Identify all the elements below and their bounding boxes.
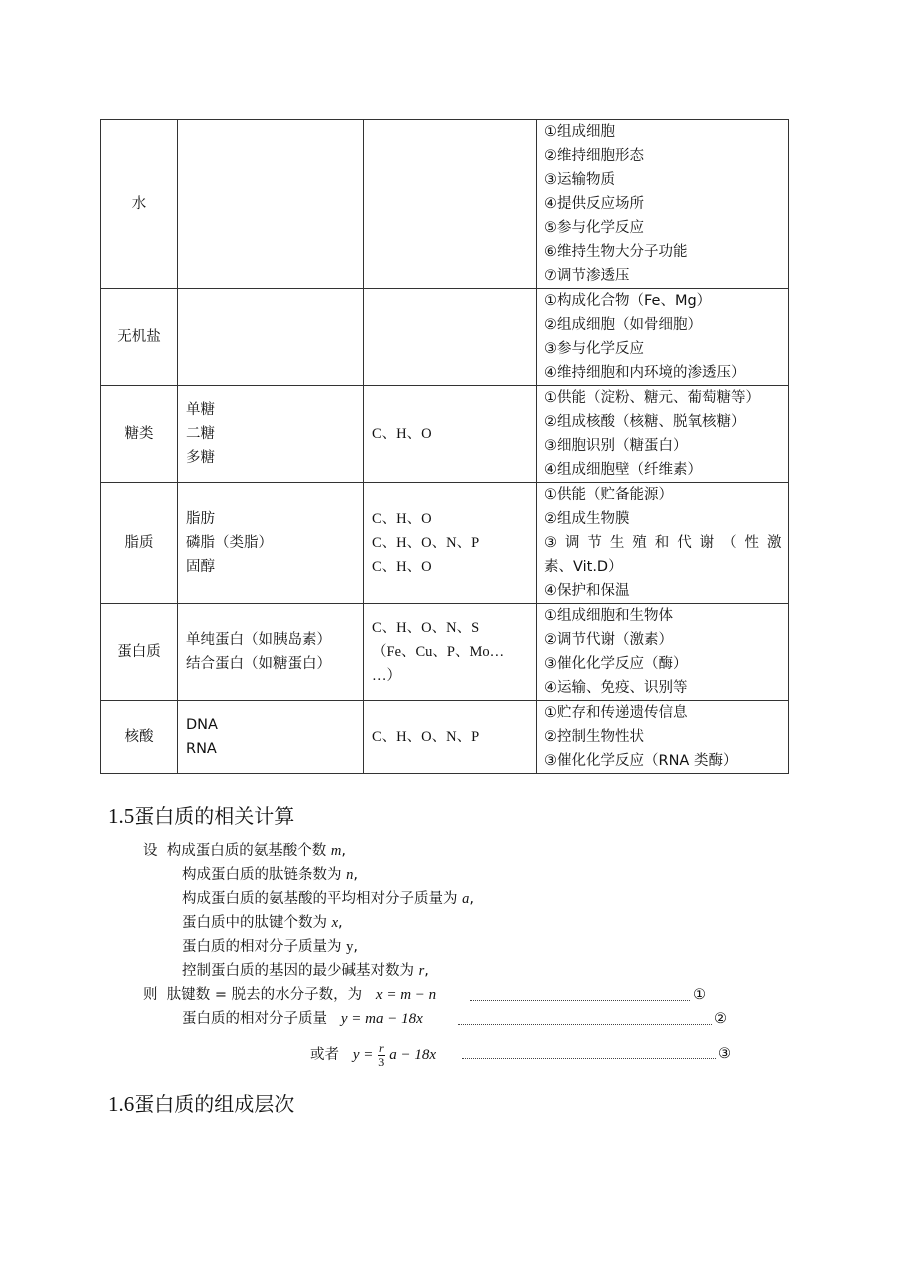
section-heading-1-6 — [108, 1088, 294, 1117]
formula-2-expression: y = ma − 18x — [340, 1011, 423, 1027]
calc-def-text: 蛋白质的相对分子质量为 — [182, 939, 342, 955]
type-cell-line: 固醇 — [186, 559, 215, 575]
section-title: 蛋白质的相关计算 — [134, 804, 295, 828]
category-cell: 无机盐 — [101, 289, 178, 386]
function-cell-line: ④运输、免疫、识别等 — [544, 680, 688, 696]
type-cell — [178, 120, 364, 289]
formula-3-rhs: a − 18x — [389, 1047, 437, 1063]
calc-def-text: 控制蛋白质的基因的最少碱基对数为 — [182, 963, 414, 979]
section-title: 蛋白质的组成层次 — [134, 1092, 295, 1116]
category-cell: 水 — [101, 120, 178, 289]
fraction-denominator: 3 — [378, 1054, 385, 1069]
formula-3-leader — [462, 1058, 716, 1059]
formula-3-number: ③ — [718, 1046, 731, 1062]
section-heading-1-5 — [108, 800, 294, 829]
section-number: 1.5 — [108, 804, 135, 828]
function-cell-line: ②控制生物性状 — [544, 729, 644, 745]
function-cell — [537, 120, 789, 289]
calc-then-label: 则 — [143, 987, 158, 1003]
type-cell-line: 结合蛋白（如糖蛋白） — [186, 656, 331, 672]
function-cell — [537, 701, 789, 774]
category-cell: 核酸 — [101, 701, 178, 774]
type-cell — [178, 701, 364, 774]
function-cell-line: ②调节代谢（激素） — [544, 632, 673, 648]
calc-def-end: , — [469, 891, 474, 907]
calc-def-text: 构成蛋白质的氨基酸个数 — [166, 843, 327, 859]
formula-2-number: ② — [714, 1011, 727, 1027]
function-cell — [537, 386, 789, 483]
function-cell-line: ①贮存和传递遗传信息 — [544, 705, 688, 721]
calc-def-end: , — [424, 963, 429, 979]
formula-1-line — [143, 983, 436, 1007]
calc-let-label: 设 — [143, 843, 158, 859]
function-cell — [537, 289, 789, 386]
element-cell — [364, 701, 537, 774]
element-cell — [364, 386, 537, 483]
function-cell-line: ⑦调节渗透压 — [544, 268, 630, 284]
element-cell-line: …） — [372, 668, 401, 684]
table-body — [101, 120, 789, 774]
element-cell-line: C、H、O、N、P — [372, 535, 480, 551]
function-cell — [537, 604, 789, 701]
function-cell-line: ②组成核酸（核糖、脱氧核糖） — [544, 414, 746, 430]
function-cell-line: ④保护和保温 — [544, 583, 630, 599]
calc-def-end: , — [338, 915, 343, 931]
element-cell-line: C、H、O — [372, 511, 432, 527]
type-cell-line: DNA — [186, 717, 218, 733]
type-cell-line: RNA — [186, 741, 217, 757]
formula-2-leader — [458, 1024, 712, 1025]
table-row — [101, 604, 789, 701]
calc-def-text: 构成蛋白质的氨基酸的平均相对分子质量为 — [182, 891, 458, 907]
calc-def-line — [182, 935, 358, 959]
biomolecule-table — [100, 119, 789, 774]
category-cell: 糖类 — [101, 386, 178, 483]
table-row — [101, 701, 789, 774]
function-cell-line: ②维持细胞形态 — [544, 148, 644, 164]
fraction-numerator: r — [378, 1040, 384, 1055]
calc-def-var: y — [346, 939, 354, 955]
function-cell-line: ④维持细胞和内环境的渗透压） — [544, 365, 746, 381]
element-cell-line: C、H、O — [372, 559, 432, 575]
element-cell-line: C、H、O、N、S — [372, 620, 480, 636]
function-cell — [537, 483, 789, 604]
element-cell-line: C、H、O — [372, 426, 432, 442]
calc-def-line — [182, 887, 474, 911]
calc-def-end: , — [353, 939, 358, 955]
type-cell-line: 多糖 — [186, 450, 215, 466]
function-cell-line: ①供能（贮备能源） — [544, 487, 673, 503]
calc-def-text: 蛋白质中的肽键个数为 — [182, 915, 327, 931]
calc-def-line — [182, 959, 429, 983]
type-cell-line: 单纯蛋白（如胰岛素） — [186, 632, 331, 648]
function-cell-line: ①组成细胞 — [544, 124, 615, 140]
calc-def-var: a — [462, 891, 470, 907]
function-cell-line: ④组成细胞壁（纤维素） — [544, 462, 702, 478]
type-cell-line: 磷脂（类脂） — [186, 535, 273, 551]
calc-intro-line — [143, 839, 346, 863]
type-cell — [178, 289, 364, 386]
function-cell-line: ①供能（淀粉、糖元、葡萄糖等） — [544, 390, 760, 406]
element-cell — [364, 483, 537, 604]
function-cell-line: ③ 调 节 生 殖 和 代 谢 （ 性 激 — [544, 535, 782, 551]
formula-3-fraction — [378, 1042, 385, 1069]
function-cell-line: ①构成化合物（Fe、Mg） — [544, 293, 712, 309]
calc-def-var: x — [331, 915, 339, 931]
calc-def-end: , — [353, 867, 358, 883]
table-row — [101, 483, 789, 604]
formula-3-line — [310, 1040, 436, 1070]
function-cell-line: 素、Vit.D） — [544, 559, 623, 575]
type-cell-line: 二糖 — [186, 426, 215, 442]
element-cell-line: （Fe、Cu、P、Mo… — [372, 644, 505, 660]
formula-2-line — [182, 1007, 423, 1031]
formula-3-lhs: y = — [352, 1047, 374, 1063]
formula-2-text: 蛋白质的相对分子质量 — [182, 1011, 327, 1027]
formula-1-expression: x = m − n — [375, 987, 437, 1003]
function-cell-line: ②组成细胞（如骨细胞） — [544, 317, 702, 333]
function-cell-line: ④提供反应场所 — [544, 196, 644, 212]
function-cell-line: ③催化化学反应（酶） — [544, 656, 688, 672]
function-cell-line: ⑥维持生物大分子功能 — [544, 244, 688, 260]
calc-def-end: , — [341, 843, 346, 859]
function-cell-line: ③运输物质 — [544, 172, 615, 188]
formula-1-number: ① — [693, 987, 706, 1003]
element-cell — [364, 289, 537, 386]
section-number: 1.6 — [108, 1092, 135, 1116]
table-row — [101, 120, 789, 289]
calc-def-var: n — [346, 867, 354, 883]
type-cell-line: 单糖 — [186, 402, 215, 418]
type-cell — [178, 483, 364, 604]
calc-def-text: 构成蛋白质的肽链条数为 — [182, 867, 342, 883]
element-cell — [364, 604, 537, 701]
function-cell-line: ⑤参与化学反应 — [544, 220, 644, 236]
element-cell-line: C、H、O、N、P — [372, 729, 480, 745]
table-row — [101, 386, 789, 483]
formula-1-text: 肽键数 = 脱去的水分子数，为 — [166, 987, 363, 1003]
formula-1-leader — [470, 1000, 690, 1001]
type-cell — [178, 604, 364, 701]
category-cell: 蛋白质 — [101, 604, 178, 701]
table-row — [101, 289, 789, 386]
calc-def-var: m — [330, 843, 342, 859]
function-cell-line: ③参与化学反应 — [544, 341, 644, 357]
category-cell: 脂质 — [101, 483, 178, 604]
type-cell-line: 脂肪 — [186, 511, 215, 527]
function-cell-line: ③催化化学反应（RNA 类酶） — [544, 753, 738, 769]
function-cell-line: ①组成细胞和生物体 — [544, 608, 673, 624]
formula-3-text: 或者 — [310, 1047, 339, 1063]
calc-def-var: r — [418, 963, 425, 979]
type-cell — [178, 386, 364, 483]
calc-def-line — [182, 911, 343, 935]
function-cell-line: ②组成生物膜 — [544, 511, 630, 527]
element-cell — [364, 120, 537, 289]
calc-def-line — [182, 863, 358, 887]
function-cell-line: ③细胞识别（糖蛋白） — [544, 438, 688, 454]
